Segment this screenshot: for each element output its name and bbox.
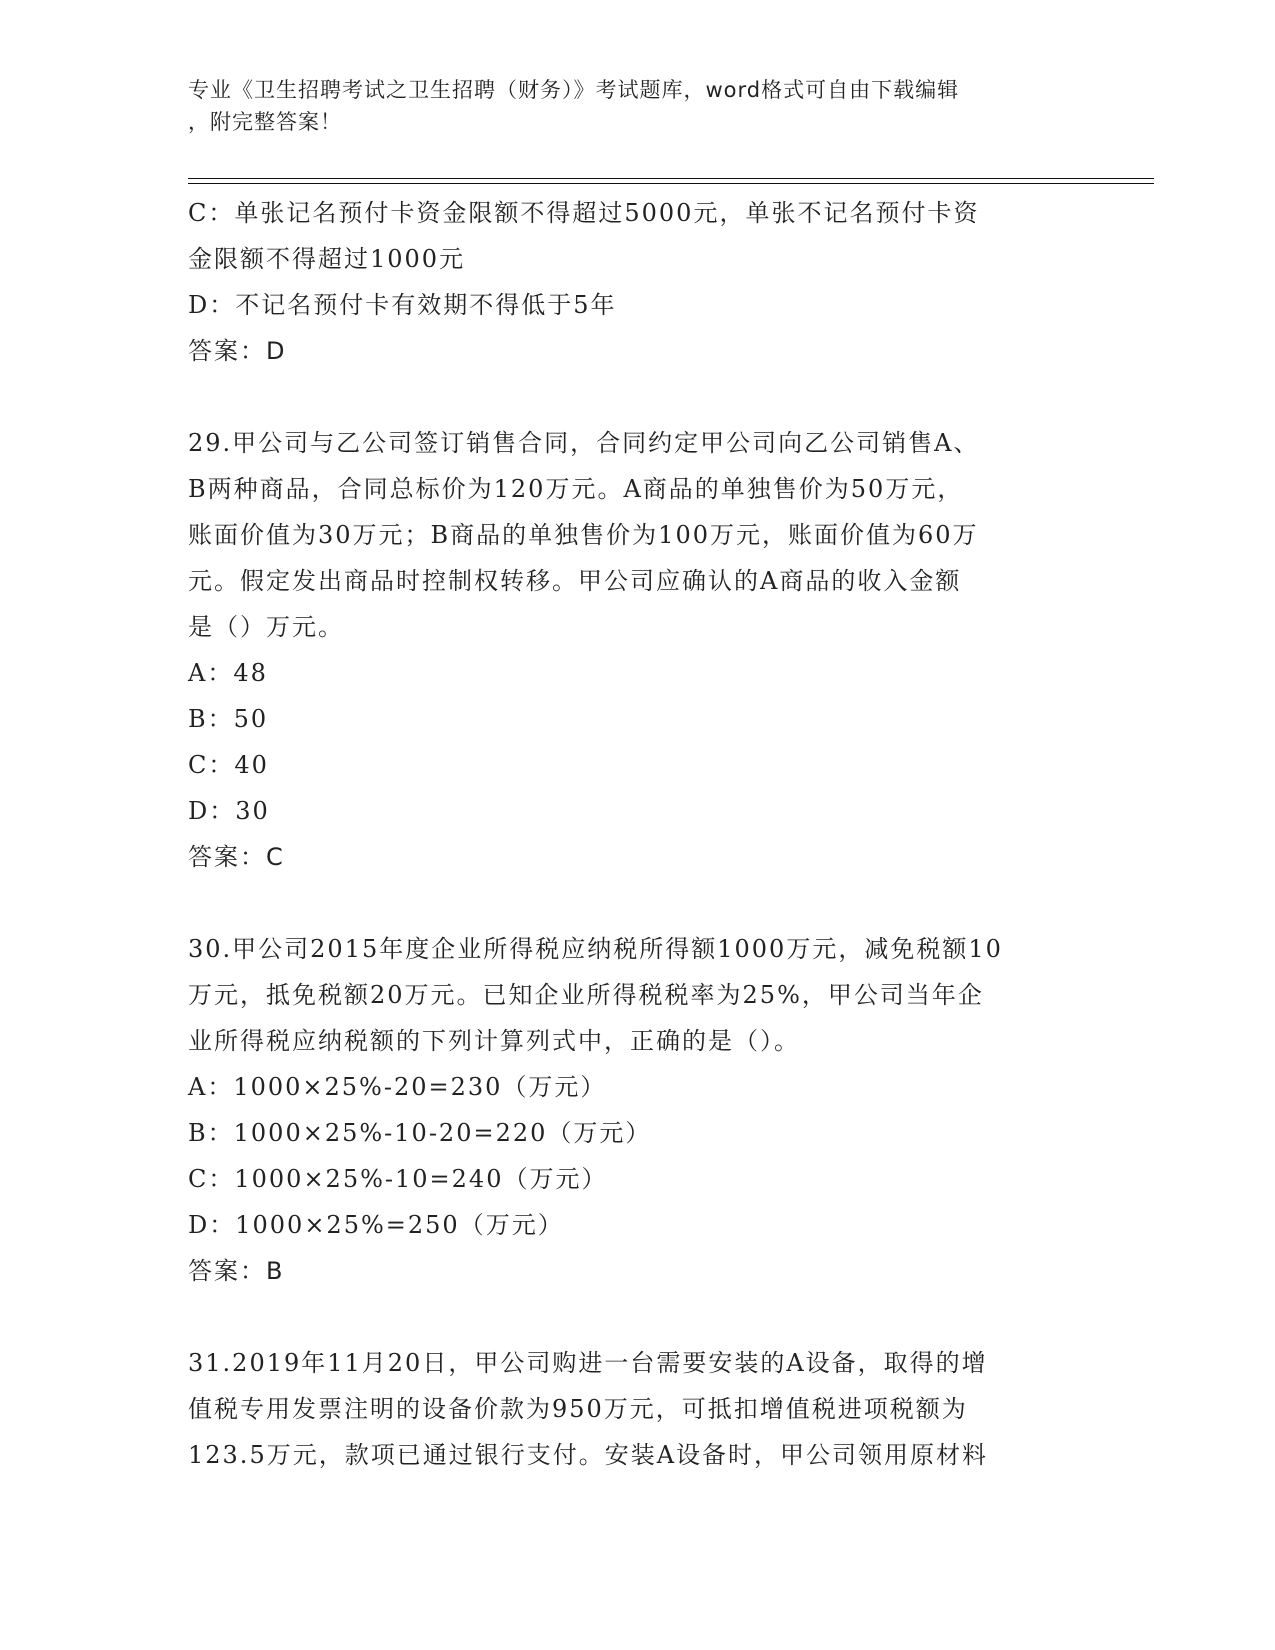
option-c-line-2: 金限额不得超过1000元	[188, 245, 466, 273]
header-line-2: ，附完整答案！	[188, 110, 342, 134]
question-29	[188, 420, 1088, 880]
question-line: 31.2019年11月20日，甲公司购进一台需要安装的A设备，取得的增	[188, 1349, 988, 1377]
question-line: B两种商品，合同总标价为120万元。A商品的单独售价为50万元，	[188, 475, 964, 503]
option-a: A：1000×25%-20=230（万元）	[188, 1073, 607, 1101]
question-line: 值税专用发票注明的设备价款为950万元，可抵扣增值税进项税额为	[188, 1395, 968, 1423]
header-divider-top	[188, 178, 1154, 179]
question-line: 29.甲公司与乙公司签订销售合同，合同约定甲公司向乙公司销售A、	[188, 429, 980, 457]
question-31	[188, 1340, 1088, 1478]
question-line: 30.甲公司2015年度企业所得税应纳税所得额1000万元，减免税额10	[188, 935, 1003, 963]
prev-question-tail	[188, 190, 1088, 374]
header-line-1: 专业《卫生招聘考试之卫生招聘（财务）》考试题库，word格式可自由下载编辑	[188, 78, 960, 102]
answer: 答案：C	[188, 843, 285, 871]
option-b: B：1000×25%-10-20=220（万元）	[188, 1119, 652, 1147]
option-d: D：不记名预付卡有效期不得低于5年	[188, 291, 617, 319]
option-d: D：1000×25%=250（万元）	[188, 1211, 564, 1239]
question-line: 是（）万元。	[188, 613, 344, 641]
question-30	[188, 926, 1088, 1294]
option-d: D：30	[188, 797, 270, 825]
header-divider-bottom	[188, 183, 1154, 184]
question-line: 123.5万元，款项已通过银行支付。安装A设备时，甲公司领用原材料	[188, 1441, 989, 1469]
document-header	[188, 74, 1068, 138]
option-c: C：40	[188, 751, 269, 779]
option-a: A：48	[188, 659, 268, 687]
option-c-line-1: C：单张记名预付卡资金限额不得超过5000元，单张不记名预付卡资	[188, 199, 980, 227]
question-line: 账面价值为30万元；B商品的单独售价为100万元，账面价值为60万	[188, 521, 979, 549]
option-b: B：50	[188, 705, 269, 733]
document-body	[188, 190, 1088, 1478]
option-c: C：1000×25%-10=240（万元）	[188, 1165, 608, 1193]
answer: 答案：D	[188, 337, 287, 365]
question-line: 业所得税应纳税额的下列计算列式中，正确的是（）。	[188, 1027, 800, 1055]
question-line: 元。假定发出商品时控制权转移。甲公司应确认的A商品的收入金额	[188, 567, 962, 595]
answer: 答案：B	[188, 1257, 285, 1285]
question-line: 万元，抵免税额20万元。已知企业所得税税率为25%，甲公司当年企	[188, 981, 984, 1009]
